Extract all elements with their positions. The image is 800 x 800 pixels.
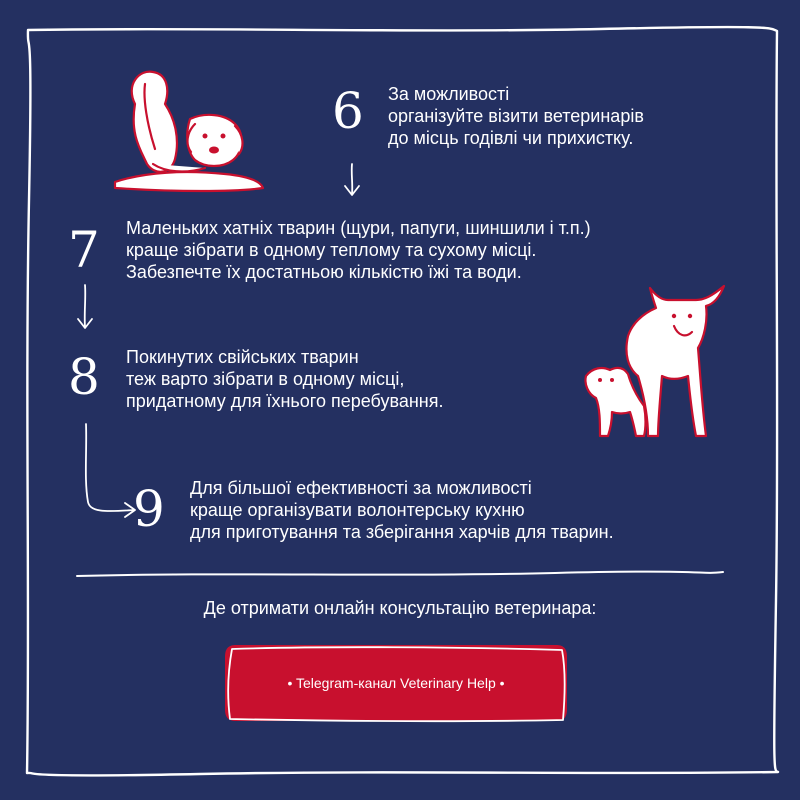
step-9-line: для приготування та зберігання харчів для тварин.	[190, 522, 614, 542]
step-8-text	[126, 346, 443, 412]
step-6-text	[388, 83, 644, 149]
step-6-line: до місць годівлі чи прихистку.	[388, 128, 634, 148]
step-8-line: Покинутих свійських тварин	[126, 347, 359, 367]
step-8-number: 8	[68, 348, 100, 406]
step-7-line: Маленьких хатніх тварин (щури, папуги, шиншили і т.п.)	[126, 218, 591, 238]
step-6-number: 6	[332, 82, 364, 140]
step-6-line: організуйте візити ветеринарів	[388, 106, 644, 126]
telegram-channel-label: • Telegram-канал Veterinary Help •	[287, 675, 505, 691]
step-7-number: 7	[68, 221, 100, 279]
step-9-number: 9	[133, 480, 165, 538]
consult-title: Де отримати онлайн консультацію ветеринара:	[203, 598, 597, 618]
divider	[75, 564, 725, 584]
step-9-line: Для більшої ефективності за можливості	[190, 478, 532, 498]
step-7-line: Забезпечте їх достатньою кількістю їжі та води.	[126, 262, 522, 282]
telegram-channel-button[interactable]	[222, 641, 570, 725]
arrow-down-icon	[73, 283, 97, 331]
step-8-line: придатному для їхнього перебування.	[126, 391, 444, 411]
vet-with-dog-illustration	[95, 64, 270, 199]
step-9-line: краще організувати волонтерську кухню	[190, 500, 525, 520]
step-8-line: теж варто зібрати в одному місці,	[126, 369, 405, 389]
step-7-text	[126, 217, 591, 283]
arrow-down-icon	[340, 162, 364, 198]
step-7-line: краще зібрати в одному теплому та сухому місці.	[126, 240, 537, 260]
cow-and-calf-illustration	[578, 276, 738, 446]
step-6-line: За можливості	[388, 84, 510, 104]
step-9-text	[190, 477, 614, 543]
